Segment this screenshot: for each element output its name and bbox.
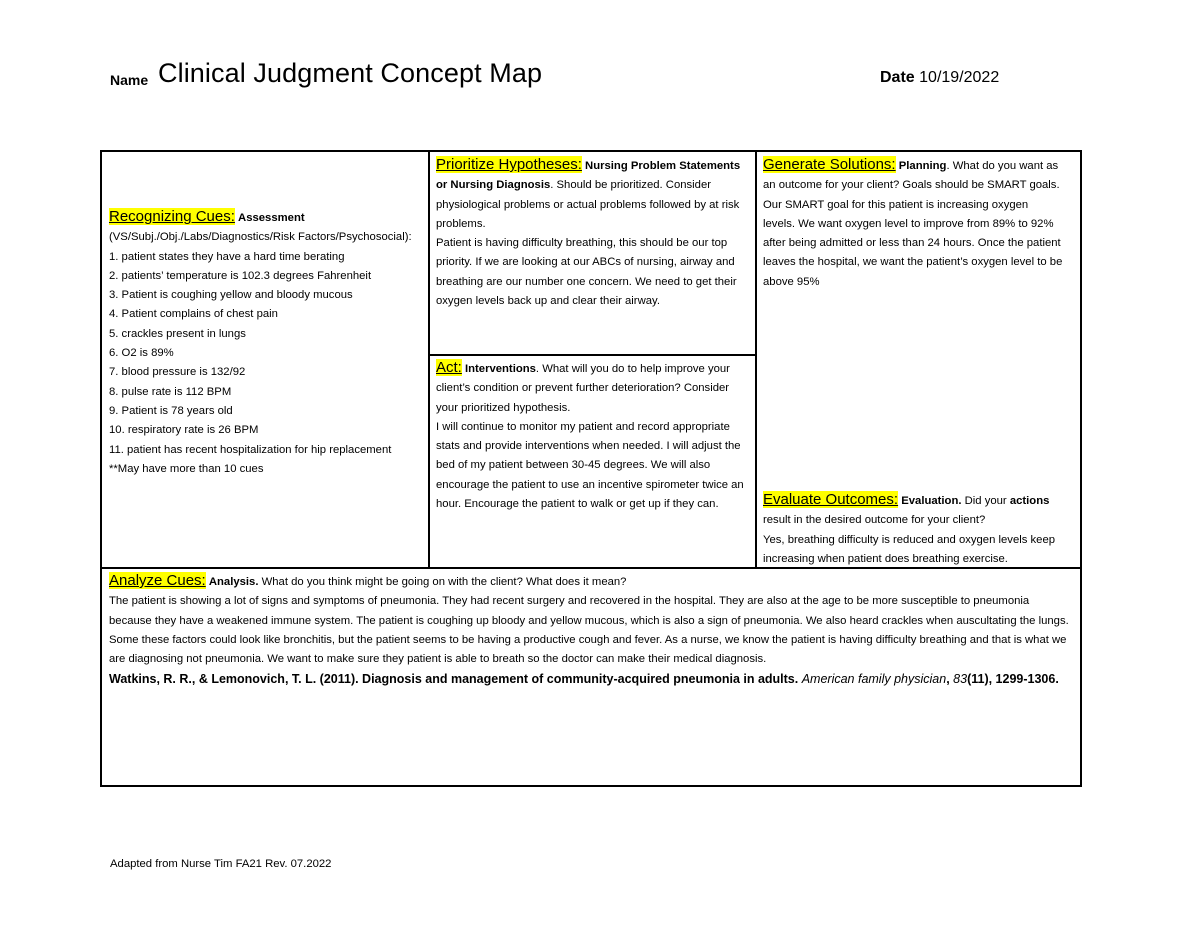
- generate-solutions-answer: Our SMART goal for this patient is increasing oxygen levels. We want oxygen level to improve from 89% to 92% after being admitted or less than 24 hours. Once the patient leaves the hospital, we want the patient’s oxygen level to be above 95%: [763, 198, 1063, 288]
- recognizing-cues-cell: [109, 207, 424, 479]
- recognizing-cues-heading: Recognizing Cues:: [109, 208, 235, 225]
- analyze-cues-prompt: What do you think might be going on with the client? What does it mean?: [258, 576, 627, 588]
- concept-map-grid: [100, 150, 1082, 787]
- cue-item: 6. O2 is 89%: [109, 347, 174, 360]
- evaluate-outcomes-prompt-1: Did your: [961, 495, 1010, 507]
- cue-item: 3. Patient is coughing yellow and bloody mucous: [109, 289, 353, 302]
- cue-item: 1. patient states they have a hard time berating: [109, 250, 345, 263]
- generate-solutions-heading: Generate Solutions:: [763, 156, 896, 173]
- date-label: Date: [880, 69, 915, 86]
- cue-item: 2. patients’ temperature is 102.3 degrees Fahrenheit: [109, 269, 372, 282]
- citation: [109, 669, 1075, 690]
- analyze-cues-heading: Analyze Cues:: [109, 572, 206, 589]
- citation-sep: ,: [946, 672, 954, 687]
- act-subheading: Interventions: [464, 363, 536, 375]
- date-value: 10/19/2022: [919, 69, 1000, 86]
- name-label: Name: [110, 72, 149, 88]
- act-prompt: . What will you do to help improve your client’s condition or prevent further deterioration? Consider your prioritized hypothesis.: [436, 363, 730, 414]
- cue-item: 11. patient has recent hospitalization for hip replacement: [109, 443, 392, 456]
- act-answer: I will continue to monitor my patient and record appropriate stats and provide interventions when needed. I will adjust the bed of my patient between 30-45 degrees. We will also encourage the patient to use an incentive spirometer twice an hour. Encourage the patient to walk or get up if they can.: [436, 420, 744, 511]
- divider-middle: [428, 354, 757, 356]
- cue-item: 7. blood pressure is 132/92: [109, 366, 246, 379]
- analyze-cues-cell: [109, 571, 1075, 690]
- cue-item: 5. crackles present in lungs: [109, 327, 246, 340]
- cue-item: **May have more than 10 cues: [109, 462, 264, 475]
- prioritize-hypotheses-answer: Patient is having difficulty breathing, this should be our top priority. If we are looking at our ABCs of nursing, airway and breathing are our number one concern. We need to get their oxygen levels back up and clear their airway.: [436, 237, 737, 308]
- citation-authors: Watkins, R. R., & Lemonovich, T. L. (2011). Diagnosis and management of community-acquired pneumonia in adults.: [109, 672, 802, 687]
- citation-issue: (11): [967, 672, 989, 687]
- prioritize-hypotheses-heading: Prioritize Hypotheses:: [436, 156, 582, 173]
- act-cell: [436, 358, 752, 514]
- evaluate-outcomes-heading: Evaluate Outcomes:: [763, 491, 899, 508]
- generate-solutions-subheading: Planning: [898, 160, 947, 172]
- cue-item: 4. Patient complains of chest pain: [109, 308, 278, 321]
- act-heading: Act:: [436, 359, 462, 376]
- analyze-cues-subheading: Analysis.: [208, 576, 259, 588]
- divider-col2: [755, 152, 757, 569]
- prioritize-hypotheses-prompt: . Should be prioritized. Consider physiological problems or actual problems followed by at risk problems.: [436, 179, 740, 230]
- evaluate-outcomes-answer: Yes, breathing difficulty is reduced and oxygen levels keep increasing when patient does breathing exercise.: [763, 533, 1056, 565]
- recognizing-cues-subheading: Assessment: [238, 212, 305, 224]
- evaluate-outcomes-cell: [763, 490, 1077, 569]
- analyze-cues-answer: The patient is showing a lot of signs and symptoms of pneumonia. They had recent surgery and recovered in the hospital. They are also at the age to be more susceptible to pneumonia because they have a weakened immune system. The patient is coughing up bloody and yellow mucous, which is also a sign of pneumonia. We also heard crackles when auscultating the lungs. Some these factors could look like bronchitis, but the patient seems to be having a productive cough and fever. As a nurse, we know the patient is having difficulty breathing and that is what we are diagnosing not pneumonia. We want to make sure they patient is able to breath so the doctor can make their medical diagnosis.: [109, 595, 1069, 666]
- page-title: Clinical Judgment Concept Map: [158, 58, 543, 88]
- divider-col1: [428, 152, 430, 569]
- generate-solutions-cell: [763, 155, 1063, 292]
- date-field: [880, 69, 999, 87]
- prioritize-hypotheses-cell: [436, 155, 752, 311]
- evaluate-outcomes-prompt-2: result in the desired outcome for your client?: [763, 514, 986, 527]
- cue-item: 9. Patient is 78 years old: [109, 404, 233, 417]
- cue-item: 10. respiratory rate is 26 BPM: [109, 424, 259, 437]
- cue-item: 8. pulse rate is 112 BPM: [109, 385, 232, 398]
- citation-volume: 83: [953, 672, 968, 687]
- citation-pages: , 1299-1306.: [988, 672, 1059, 687]
- generate-solutions-prompt: . What do you want as an outcome for your client? Goals should be SMART goals.: [763, 160, 1060, 192]
- evaluate-outcomes-subheading: Evaluation.: [901, 495, 962, 507]
- footer-note: Adapted from Nurse Tim FA21 Rev. 07.2022: [110, 858, 332, 870]
- citation-journal: American family physician: [801, 672, 947, 687]
- cues-list: [109, 248, 424, 480]
- recognizing-cues-intro: (VS/Subj./Obj./Labs/Diagnostics/Risk Factors/Psychosocial):: [109, 231, 412, 244]
- prioritize-hypotheses-subheading: Nursing Problem Statements or Nursing Diagnosis: [436, 160, 741, 192]
- evaluate-outcomes-actions: actions: [1009, 495, 1050, 507]
